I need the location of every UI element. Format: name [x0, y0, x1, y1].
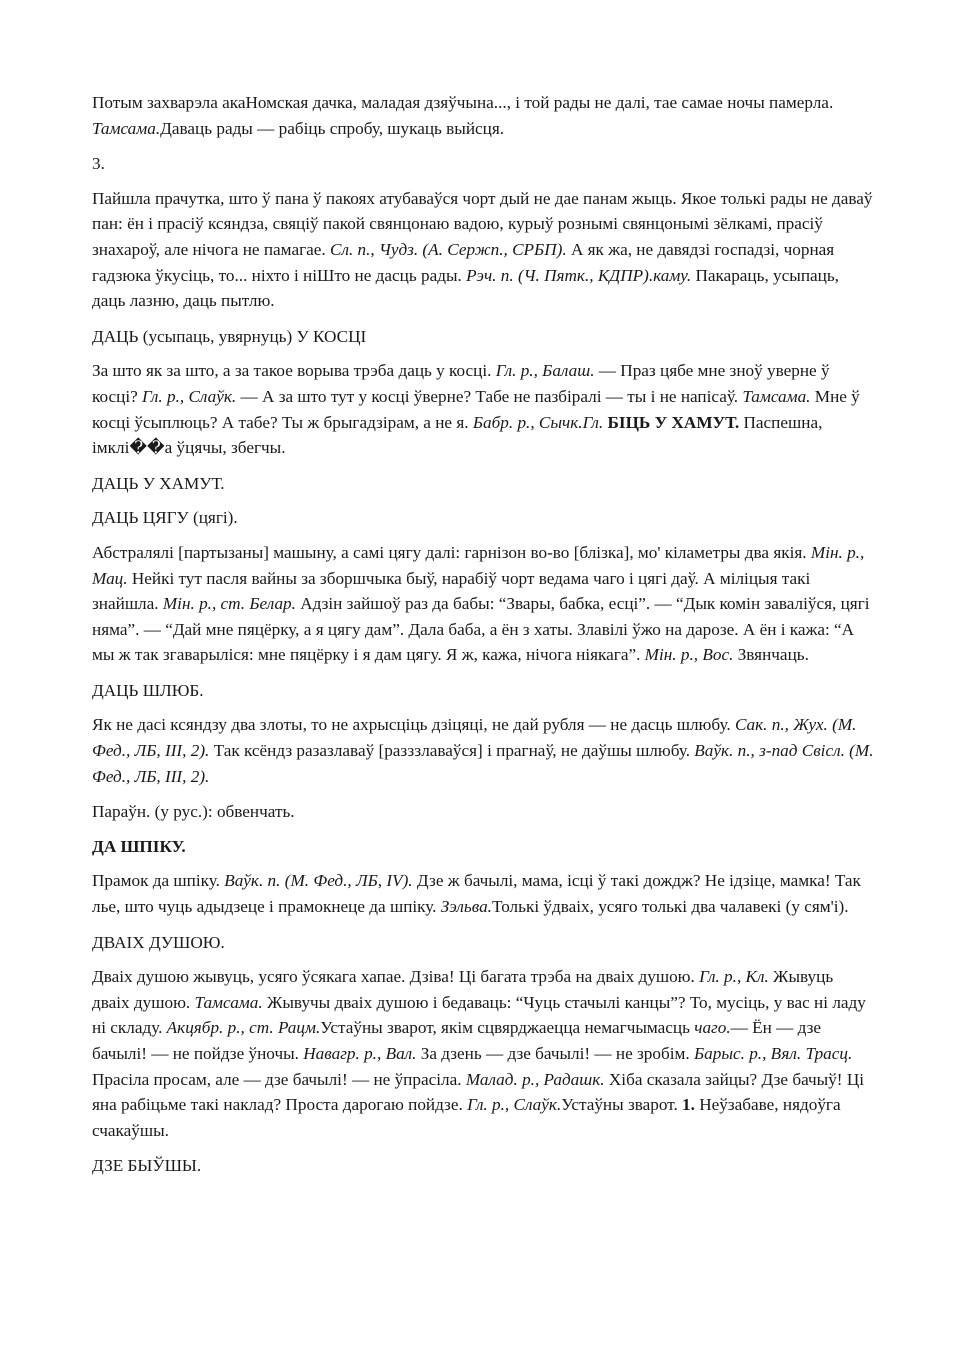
text-segment: ДАЦЬ ЦЯГУ (цягі). [92, 508, 238, 528]
paragraph [92, 186, 874, 314]
paragraph [92, 930, 874, 956]
source-citation: Навагр. р., Вал. [303, 1044, 417, 1063]
source-citation: Сак. п., Жух. (М. Фед., ЛБ, III, 2). [92, 715, 857, 761]
paragraph [92, 324, 874, 350]
text-segment: Пакараць, усыпаць, даць лазню, даць пытлю. [92, 265, 839, 311]
text-segment: Параўн. (у рус.): обвенчать. [92, 802, 295, 822]
paragraph [92, 151, 874, 177]
text-segment: Паспешна, імклі��а ўцячы, збегчы. [92, 412, 823, 458]
document-page [92, 90, 874, 1189]
text-segment: Нейкі тут пасля вайны за зборшчыка быў, нарабіў чорт ведама чаго і цягі даў. А міліцыя такі знайшла. [92, 568, 811, 614]
text-segment: Потым захварэла акаНомская дачка, маладая дзяўчына..., і той рады не далі, тае самае ночы памерла. [92, 93, 834, 112]
paragraph [92, 90, 874, 141]
text-segment: Дваіх душою жывуць, усяго ўсякага хапае. Дзіва! Ці багата трэба на дваіх душою. [92, 967, 700, 987]
text-segment: Устаўны зварот. [561, 1095, 683, 1115]
bold-text: 1. [682, 1095, 695, 1115]
source-citation: Зэльва. [440, 897, 492, 917]
text-segment: Даваць рады — рабіць спробу, шукаць выйсця. [160, 118, 505, 138]
text-segment: Хіба сказала зайцы? Дзе бачыў! Ці яна рабіцьме такі наклад? Проста дарогаю пойдзе. [92, 1069, 865, 1115]
source-citation: Ваўк. п. (М. Фед., ЛБ, IV). [224, 871, 413, 891]
text-segment: ДАЦЬ ШЛЮБ. [92, 680, 204, 700]
text-segment: За што як за што, а за такое ворыва трэба даць у косці. [92, 361, 496, 381]
source-citation: Гл. р., Слаўк. [467, 1095, 562, 1115]
source-citation: Гл. р., Слаўк. [142, 386, 237, 406]
source-citation: Тамсама. [742, 386, 811, 406]
source-citation: Тамсама. [194, 992, 263, 1012]
text-segment: ДЗЕ БЫЎШЫ. [92, 1156, 202, 1176]
text-segment: Так ксёндз разазлаваў [разззлаваўся] і прагнаў, не даўшы шлюбу. [209, 741, 695, 761]
bold-text: ДА ШПІКУ. [92, 836, 186, 856]
paragraph [92, 1153, 874, 1179]
paragraph [92, 540, 874, 668]
text-segment: Прамок да шпіку. [92, 871, 225, 891]
paragraph [92, 505, 874, 531]
text-segment: Прасіла просам, але — дзе бачылі! — не ўпрасіла. [92, 1069, 466, 1089]
text-segment: — Праз цябе мне зноў уверне ў косці? [92, 361, 830, 406]
text-segment: Адзін зайшоў раз да бабы: “Звары, бабка, есці”. — “Дык комін заваліўся, цягі няма”. — “Дай мне пяцёрку, а я цягу дам”. Дала баба, а ён з хаты. Злавілі ўжо на дарозе. А ён і кажа: “А мы ж так згаварыліся: мне пяцёрку і я дам цягу. Я ж, кажа, нічога ніякага”. [92, 594, 870, 665]
text-segment: Устаўны зварот, якім сцвярджаецца немагчымасць [320, 1018, 695, 1038]
text-segment: Толькі ўдваіх, усяго толькі два чалавекі (у сям'і). [491, 897, 849, 917]
text-segment: 3. [92, 154, 105, 174]
text-segment: ДАЦЬ У ХАМУТ. [92, 473, 225, 493]
text-segment: ДВАІХ ДУШОЮ. [92, 932, 225, 952]
bold-text: БІЦЬ У ХАМУТ. [607, 412, 740, 432]
text-segment: Звянчаць. [733, 645, 809, 665]
source-citation: Ваўк. п., з-пад Свісл. (М. Фед., ЛБ, III, 2). [92, 741, 874, 786]
paragraph [92, 799, 874, 825]
text-segment: Як не дасі ксяндзу два злоты, то не ахрысціць дзіцяці, не дай рубля — не дасць шлюбу. [92, 715, 735, 735]
text-segment: За дзень — дзе бачылі! — не зробім. [416, 1044, 694, 1063]
paragraph [92, 712, 874, 789]
text-segment: Дзе ж бачылі, мама, ісці ў такі дождж? Не ідзіце, мамка! Так лье, што чуць адыдзеце і прамокнеце да шпіку. [92, 871, 861, 917]
source-citation: Тамсама. [92, 118, 161, 138]
source-citation: Гл. р., Балаш. [495, 361, 595, 381]
paragraph [92, 834, 874, 860]
source-citation: Рэч. п. (Ч. Пятк., КДПР).каму. [466, 265, 692, 285]
source-citation: Барыс. р., Вял. Трасц. [694, 1044, 853, 1063]
source-citation: Бабр. р., Сычк.Гл. [472, 412, 604, 432]
source-citation: Мін. р., ст. Белар. [162, 594, 296, 614]
source-citation: чаго. [694, 1018, 731, 1038]
text-segment: ДАЦЬ (усыпаць, увярнуць) У КОСЦІ [92, 326, 367, 346]
source-citation: Гл. р., Кл. [699, 967, 769, 987]
paragraph [92, 358, 874, 460]
source-citation: Акцябр. р., ст. Рацм. [166, 1018, 321, 1038]
source-citation: Мін. р., Вос. [644, 645, 734, 665]
paragraph [92, 964, 874, 1143]
source-citation: Малад. р., Радашк. [465, 1069, 605, 1089]
paragraph [92, 471, 874, 497]
text-segment: — А за што тут у косці ўверне? Табе не пазбіралі — ты і не напісаў. [236, 386, 743, 406]
source-citation: Мін. р., Мац. [92, 542, 865, 588]
text-segment: А як жа, не давядзі госпадзі, чорная гадзюка ўкусіць, то... ніхто і ніШто не дасць рады. [92, 239, 835, 285]
text-segment: Мне ў косці ўсыплюць? А табе? Ты ж брыгадзірам, а не я. [92, 386, 860, 432]
source-citation: Сл. п., Чудз. (А. Сержп., СРБП). [329, 239, 567, 259]
text-segment: Неўзабаве, нядоўга счакаўшы. [92, 1095, 841, 1140]
text-segment: Абстралялі [партызаны] машыну, а самі цягу далі: гарнізон во-во [блізка], мо' кіламетры два якія. [92, 542, 811, 562]
text-segment: — Ён — дзе бачылі! — не пойдзе ўночы. [92, 1018, 821, 1063]
text-segment: Жывучы дваіх душою і бедаваць: “Чуць стачылі канцы”? То, мусіць, у вас ні ладу ні складу. [92, 992, 866, 1038]
text-segment: Пайшла прачутка, што ў пана ў пакоях атубаваўся чорт дый не дае панам жыць. Якое толькі рады не даваў пан: ён і прасіў ксяндза, свяціў пакой свянцонаю вадою, курыў рознымі свянцонымі зёлкамі, прасіў знахароў, але нічога не памагае. [92, 188, 873, 259]
paragraph [92, 678, 874, 704]
paragraph [92, 868, 874, 919]
text-segment: Жывуць дваіх душою. [92, 967, 834, 1012]
